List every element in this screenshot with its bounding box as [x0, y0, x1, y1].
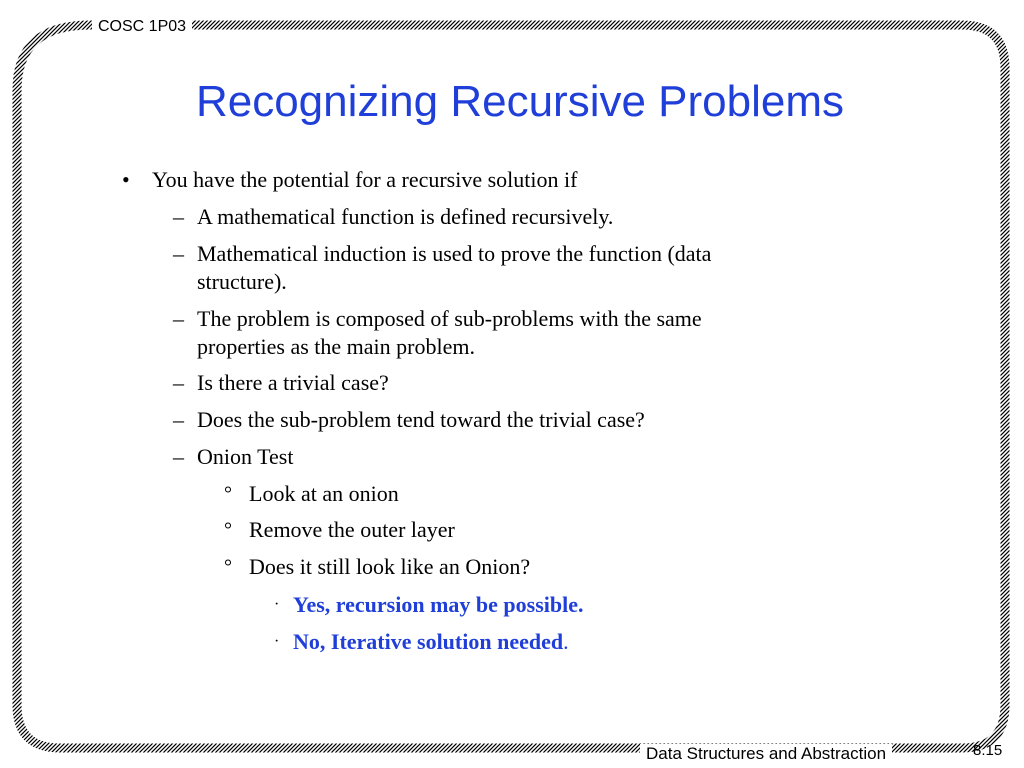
onion-step-text: Look at an onion	[249, 481, 399, 506]
course-header: COSC 1P03	[92, 17, 192, 37]
dash-marker: –	[173, 407, 184, 432]
dash-marker: –	[173, 370, 184, 395]
sub-bullet-text: Mathematical induction is used to prove the function (data	[197, 241, 712, 266]
sub-bullet-text: The problem is composed of sub-problems with the same	[197, 306, 702, 331]
degree-marker: °	[224, 483, 232, 505]
dot-marker: ·	[274, 633, 280, 650]
onion-step-text: Remove the outer layer	[249, 517, 455, 542]
answer-yes-text: Yes, recursion may be possible.	[293, 592, 584, 617]
sub-bullet-text-continued: structure).	[197, 269, 287, 294]
sub-bullet-text: Does the sub-problem tend toward the trivial case?	[197, 407, 645, 432]
page-title: Recognizing Recursive Problems	[195, 77, 845, 126]
degree-marker: °	[224, 556, 232, 578]
bullet-marker: •	[122, 167, 130, 192]
answer-no-text: No, Iterative solution needed	[293, 629, 564, 654]
sub-bullet-text-continued: properties as the main problem.	[197, 334, 475, 359]
dash-marker: –	[173, 241, 184, 266]
sub-bullet-text: Onion Test	[197, 444, 294, 469]
dash-marker: –	[173, 204, 184, 229]
dot-marker: ·	[274, 596, 280, 613]
dash-marker: –	[173, 306, 184, 331]
answer-no-period: .	[563, 629, 569, 654]
bullet-main-text: You have the potential for a recursive solution if	[152, 167, 578, 192]
sub-bullet-text: A mathematical function is defined recursively.	[197, 204, 614, 229]
page-number: 8.15	[973, 742, 1003, 759]
footer-subject: Data Structures and Abstraction	[640, 744, 892, 764]
answer-no-line	[293, 628, 569, 656]
degree-marker: °	[224, 519, 232, 541]
dash-marker: –	[173, 444, 184, 469]
onion-step-text: Does it still look like an Onion?	[249, 554, 531, 579]
sub-bullet-text: Is there a trivial case?	[197, 370, 389, 395]
